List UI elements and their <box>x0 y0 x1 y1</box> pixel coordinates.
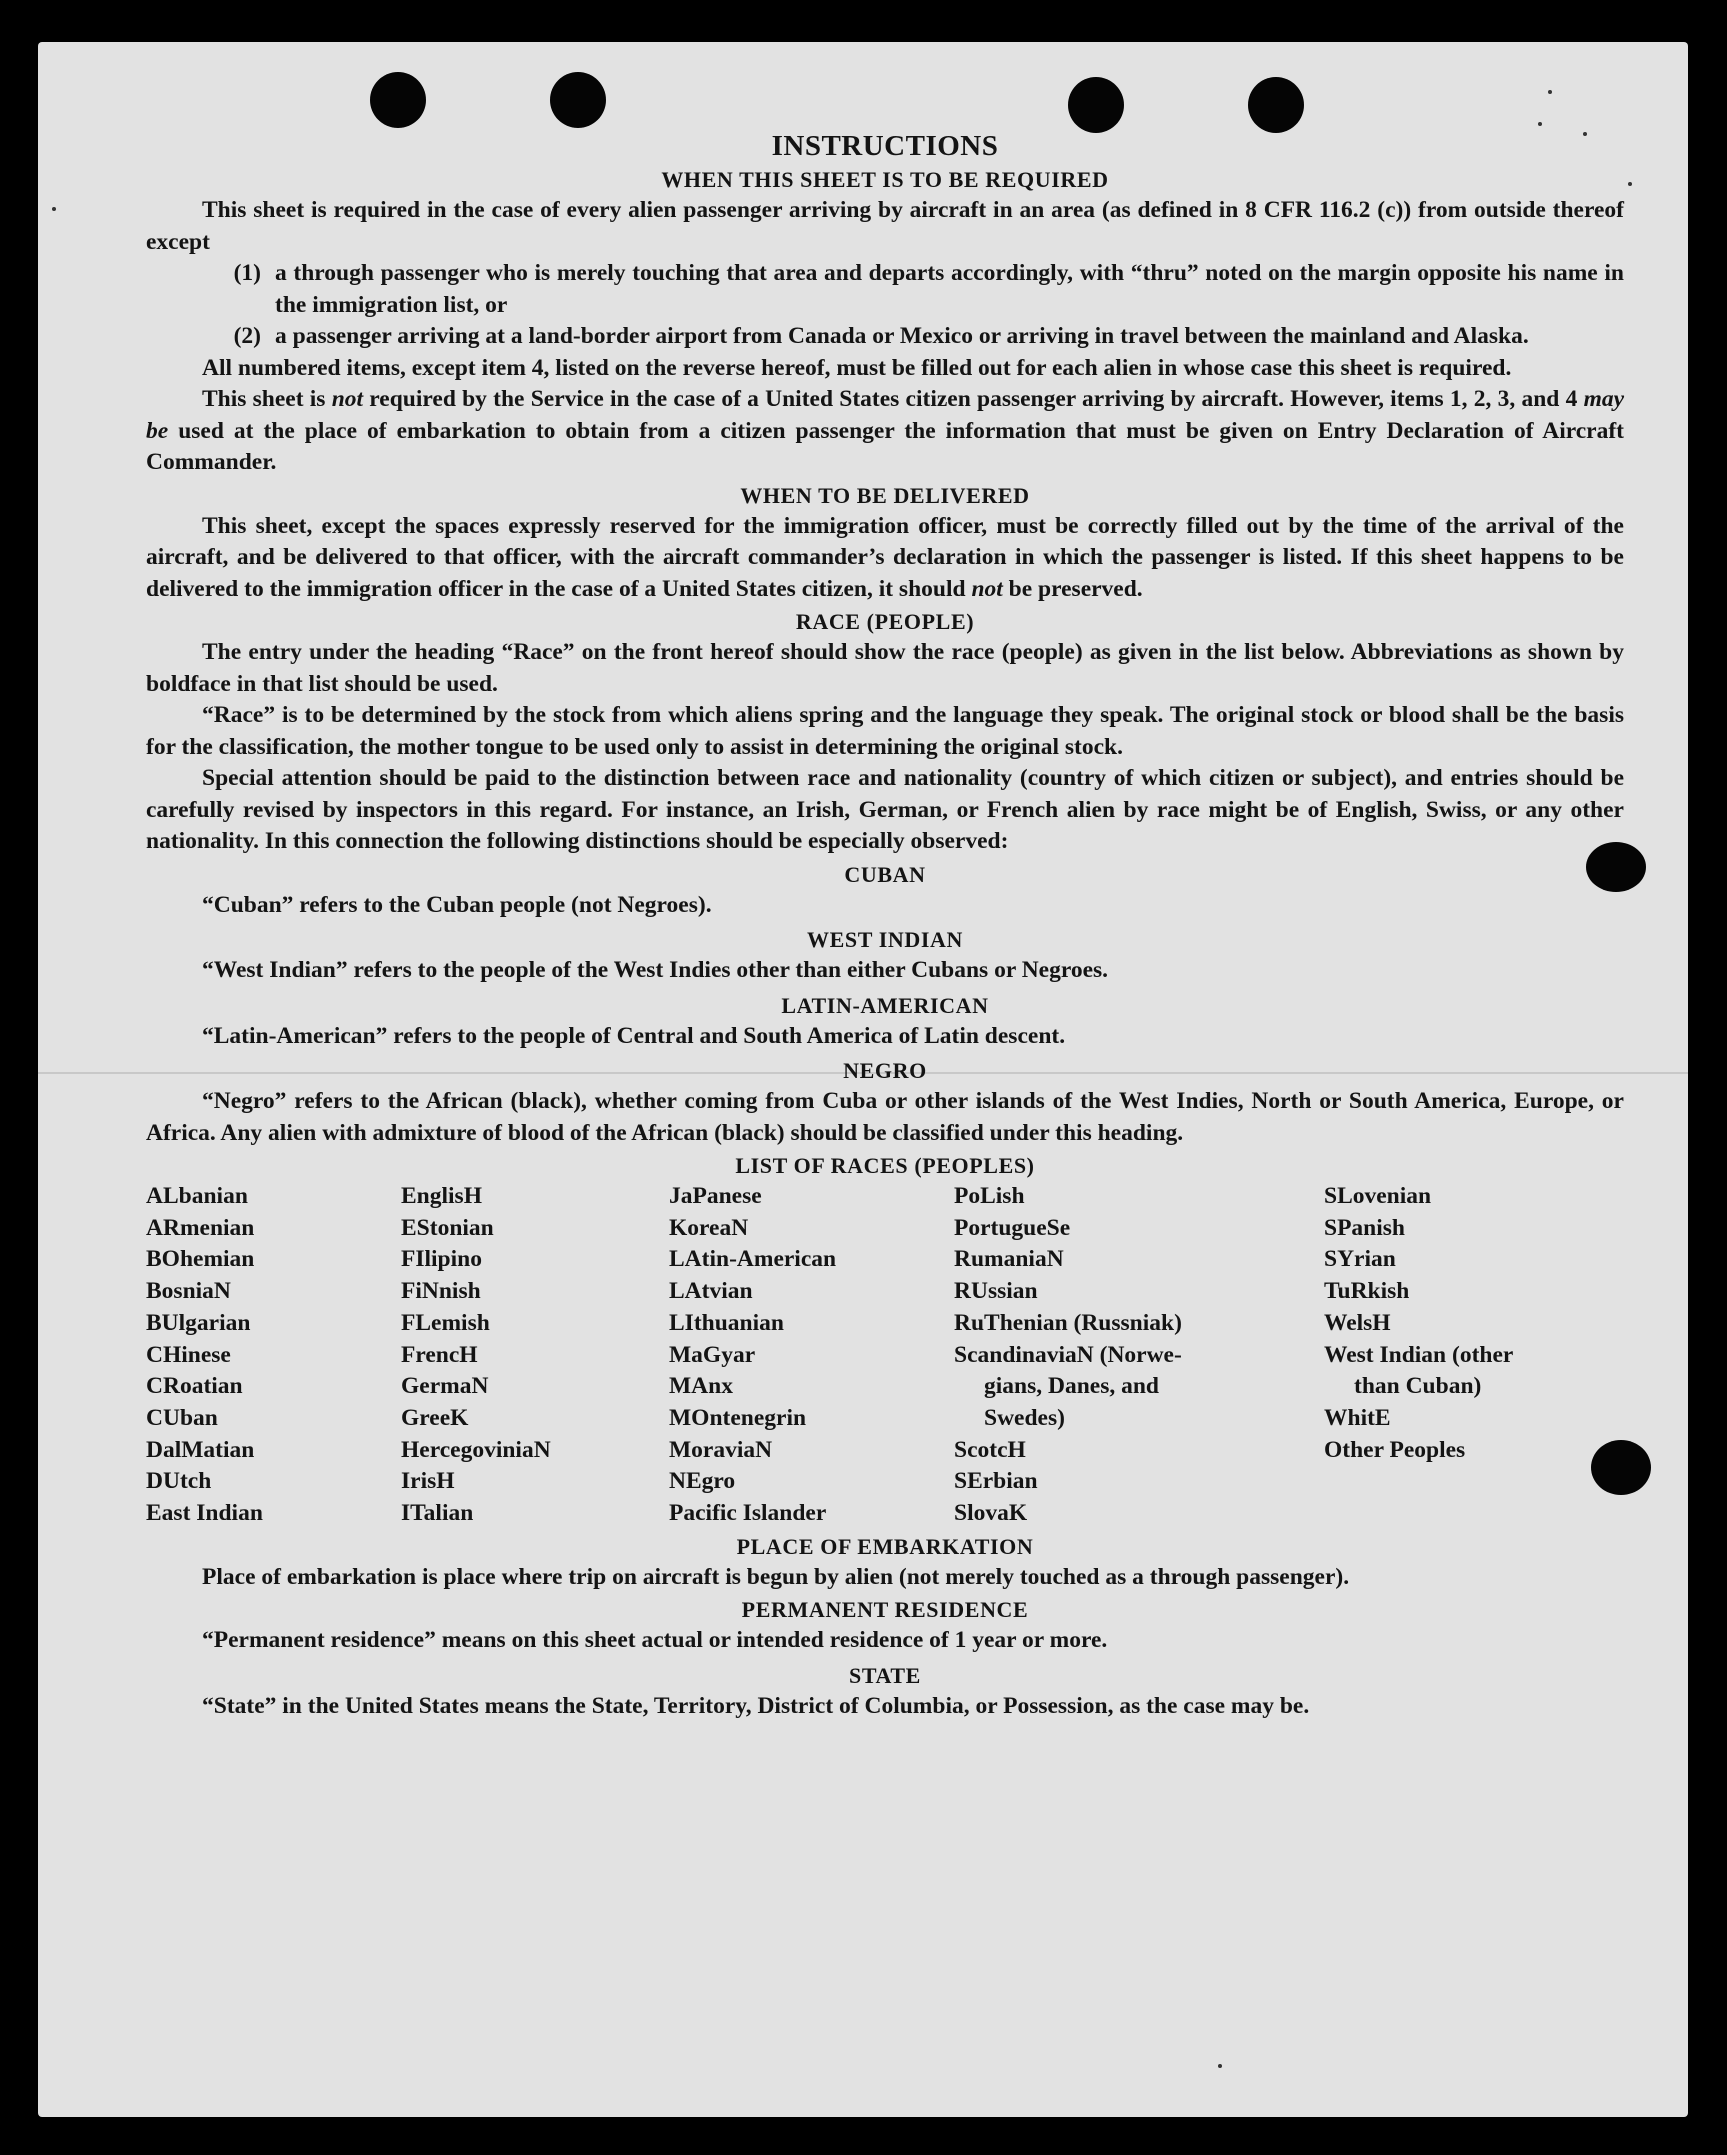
race-item: MaGyar <box>669 1341 756 1368</box>
emphasis: may be <box>146 386 1625 444</box>
section-heading: LIST OF RACES (PEOPLES) <box>735 1153 1035 1178</box>
speck <box>1538 122 1542 126</box>
race-item: KoreaN <box>669 1214 749 1241</box>
race-item: SLovenian <box>1324 1183 1432 1209</box>
race-item: EStonian <box>401 1214 494 1241</box>
text-run: required by the Service in the case of a United States citizen passenger arriving by aircraft. However, items 1, 2, 3, and 4 <box>369 386 1578 412</box>
race-item: MAnx <box>669 1373 733 1400</box>
numbered-item <box>146 258 1624 321</box>
race-item: East Indian <box>146 1500 263 1527</box>
section-heading: STATE <box>849 1662 921 1688</box>
race-list <box>146 1181 1624 1530</box>
race-item: FIlipino <box>401 1246 482 1273</box>
punch-hole <box>370 72 426 128</box>
race-item: FrencH <box>401 1341 478 1368</box>
race-item: West Indian (other <box>1324 1341 1514 1368</box>
paragraph: This sheet is required in the case of every alien passenger arriving by aircraft in an area (as defined in 8 CFR 116.2 (c)) from outside thereof except <box>146 197 1624 255</box>
race-item: DUtch <box>146 1468 212 1495</box>
speck <box>1548 90 1552 94</box>
race-item: CHinese <box>146 1341 231 1368</box>
numbered-item <box>146 321 1624 353</box>
race-item: HercegoviniaN <box>401 1436 551 1463</box>
race-item: BUlgarian <box>146 1309 251 1336</box>
race-item: PortugueSe <box>954 1214 1071 1241</box>
paragraph <box>146 511 1624 606</box>
emphasis: not <box>331 386 364 412</box>
section-heading: WHEN THIS SHEET IS TO BE REQUIRED <box>661 167 1109 192</box>
text-run: be preserved. <box>1008 575 1143 602</box>
race-item: NEgro <box>669 1468 736 1495</box>
paragraph: All numbered items, except item 4, listed on the reverse hereof, must be filled out for each alien in whose case this sheet is required. <box>202 354 1512 381</box>
race-item-continued: Swedes) <box>984 1404 1065 1431</box>
race-item: WhitE <box>1324 1404 1391 1431</box>
race-item: LAtin-American <box>669 1246 837 1273</box>
item-number: (1) <box>233 260 261 286</box>
section-heading: WEST INDIAN <box>807 927 963 952</box>
section-heading: WHEN TO BE DELIVERED <box>740 482 1030 508</box>
section-heading: NEGRO <box>843 1058 927 1083</box>
race-item: MoraviaN <box>669 1436 773 1463</box>
definition: “Cuban” refers to the Cuban people (not Negroes). <box>202 891 712 918</box>
paragraph: “State” in the United States means the State, Territory, District of Columbia, or Possession, as the case may be. <box>202 1692 1310 1719</box>
speck <box>52 207 56 211</box>
race-item: ScotcH <box>954 1436 1026 1463</box>
race-item: FLemish <box>401 1309 490 1336</box>
race-item: LIthuanian <box>669 1309 784 1336</box>
race-item: SlovaK <box>954 1500 1028 1527</box>
race-item: MOntenegrin <box>669 1404 807 1431</box>
section-heading: PLACE OF EMBARKATION <box>736 1533 1034 1559</box>
text-run: This sheet, except the spaces expressly reserved for the immigration officer, must be correctly filled out by the time of the arrival of the aircraft, and be delivered to that officer, with the aircraft commander’s declaration in which the passenger is listed. If this sheet happens to be delivered to the immigration officer in the case of a United States citizen, it should <box>146 512 1624 602</box>
race-item: ALbanian <box>146 1183 248 1209</box>
race-item: RUssian <box>954 1278 1038 1305</box>
item-text: a passenger arriving at a land-border airport from Canada or Mexico or arriving in travel between the mainland and Alaska. <box>275 323 1529 349</box>
paragraph: “Race” is to be determined by the stock from which aliens spring and the language they speak. The original stock or blood shall be the basis for the classification, the mother tongue to be used only to assist in determining the original stock. <box>146 702 1624 760</box>
document-page <box>38 42 1688 2117</box>
paragraph: Place of embarkation is place where trip on aircraft is begun by alien (not merely touched as a through passenger). <box>202 1563 1350 1590</box>
race-item-continued: than Cuban) <box>1354 1373 1482 1400</box>
section-heading: CUBAN <box>844 861 926 887</box>
definition: “West Indian” refers to the people of the West Indies other than either Cubans or Negroes. <box>202 957 1109 983</box>
race-column <box>1324 1181 1624 1530</box>
race-item: Other Peoples <box>1324 1436 1466 1463</box>
paragraph: “Negro” refers to the African (black), whether coming from Cuba or other islands of the West Indies, North or South America, Europe, or Africa. Any alien with admixture of blood of the African (black) should be classified under this heading. <box>146 1088 1624 1146</box>
race-item: LAtvian <box>669 1278 753 1305</box>
race-item: SYrian <box>1324 1246 1396 1273</box>
race-item: JaPanese <box>669 1183 762 1209</box>
race-item: SPanish <box>1324 1214 1405 1241</box>
race-column <box>401 1181 669 1530</box>
race-column <box>669 1181 954 1530</box>
paragraph: Special attention should be paid to the distinction between race and nationality (country of which citizen or subject), and entries should be carefully revised by inspectors in this regard. For instance, an Irish, German, or French alien by race might be of English, Swiss, or any other nationality. In this connection the following distinctions should be especially observed: <box>146 765 1624 854</box>
emphasis: not <box>971 575 1003 602</box>
speck <box>1628 182 1632 186</box>
race-item: GreeK <box>401 1404 469 1431</box>
race-item: ARmenian <box>146 1214 255 1241</box>
race-item: BOhemian <box>146 1246 255 1273</box>
race-item: TuRkish <box>1324 1278 1410 1305</box>
race-item: RumaniaN <box>954 1246 1064 1273</box>
race-item: CRoatian <box>146 1373 243 1400</box>
race-column <box>954 1181 1324 1530</box>
definition: “Permanent residence” means on this sheet actual or intended residence of 1 year or more. <box>202 1627 1108 1654</box>
speck <box>1218 2064 1222 2068</box>
race-item: FiNnish <box>401 1278 481 1305</box>
race-item: EnglisH <box>401 1183 482 1209</box>
race-item: Pacific Islander <box>669 1500 827 1527</box>
text-run: This sheet is <box>202 386 326 412</box>
punch-hole <box>1248 77 1304 133</box>
section-heading: PERMANENT RESIDENCE <box>741 1597 1029 1623</box>
race-item: DalMatian <box>146 1436 255 1463</box>
race-item: BosniaN <box>146 1278 231 1305</box>
item-text: a through passenger who is merely touching that area and departs accordingly, with “thru” noted on the margin opposite his name in the immigration list, or <box>275 260 1624 318</box>
race-item: GermaN <box>401 1373 489 1400</box>
text-run: used at the place of embarkation to obtain from a citizen passenger the information that must be given on Entry Declaration of Aircraft Commander. <box>146 417 1624 475</box>
race-item: IrisH <box>401 1468 455 1495</box>
section-heading: LATIN-AMERICAN <box>781 992 989 1018</box>
definition: “Latin-American” refers to the people of Central and South America of Latin descent. <box>202 1022 1066 1049</box>
race-item: ITalian <box>401 1500 474 1527</box>
race-item: ScandinaviaN (Norwe- <box>954 1341 1182 1368</box>
paragraph: The entry under the heading “Race” on the front hereof should show the race (people) as given in the list below. Abbreviations as shown by boldface in that list should be used. <box>146 639 1624 697</box>
race-item-continued: gians, Danes, and <box>984 1373 1159 1400</box>
race-column <box>146 1181 401 1530</box>
race-item: CUban <box>146 1404 218 1431</box>
race-item: PoLish <box>954 1183 1025 1209</box>
race-item: SErbian <box>954 1468 1038 1495</box>
paragraph <box>146 384 1624 479</box>
punch-hole <box>1068 77 1124 133</box>
item-number: (2) <box>233 323 261 349</box>
race-item: RuThenian (Russniak) <box>954 1309 1182 1336</box>
page-title: INSTRUCTIONS <box>771 130 999 162</box>
section-heading: RACE (PEOPLE) <box>795 609 975 634</box>
instructions-content <box>146 130 1624 1722</box>
punch-hole <box>550 72 606 128</box>
race-item: WelsH <box>1324 1309 1391 1336</box>
